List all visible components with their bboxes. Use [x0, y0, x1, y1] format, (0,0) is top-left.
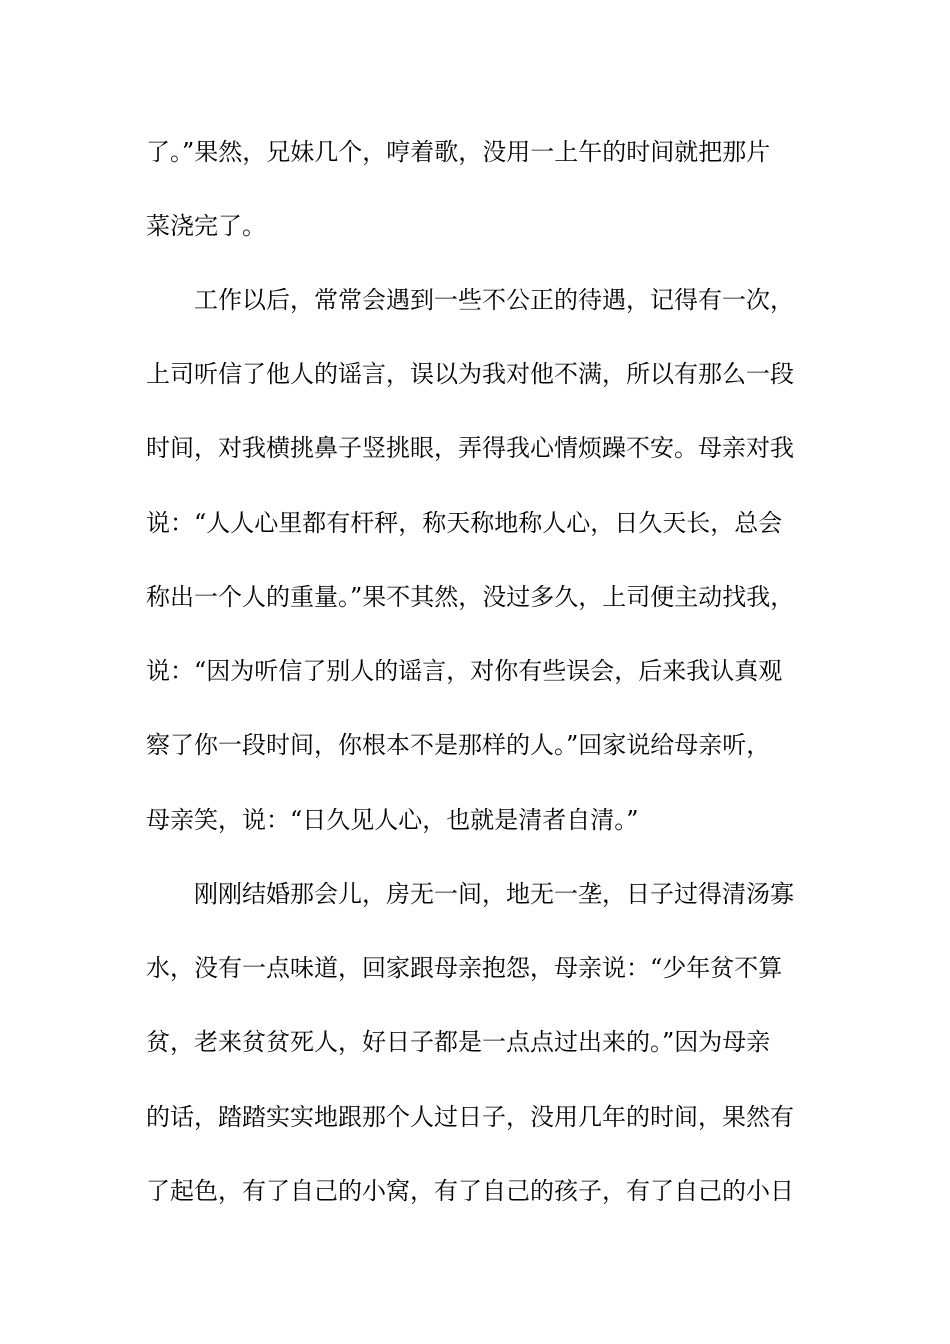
text-line: 说：“人人心里都有杆秤，称天称地称人心，日久天长，总会	[146, 509, 783, 537]
text-line: 了起色，有了自己的小窝，有了自己的孩子，有了自己的小日	[146, 1177, 794, 1205]
text-line: 时间，对我横挑鼻子竖挑眼，弄得我心情烦躁不安。母亲对我	[146, 434, 794, 462]
paragraph-start-line: 刚刚结婚那会儿，房无一间，地无一垄，日子过得清汤寡	[194, 880, 794, 908]
text-line: 母亲笑，说：“日久见人心，也就是清者自清。”	[146, 806, 639, 834]
text-line: 察了你一段时间，你根本不是那样的人。”回家说给母亲听，	[146, 731, 771, 759]
text-line: 上司听信了他人的谣言，误以为我对他不满，所以有那么一段	[146, 360, 794, 388]
text-line: 称出一个人的重量。”果不其然，没过多久，上司便主动找我，	[146, 583, 795, 611]
text-line: 水，没有一点味道，回家跟母亲抱怨，母亲说：“少年贫不算	[146, 954, 783, 982]
text-line: 菜浇完了。	[146, 212, 266, 240]
text-line: 贫，老来贫贫死人，好日子都是一点点过出来的。”因为母亲	[146, 1028, 771, 1056]
text-line: 了。”果然，兄妹几个，哼着歌，没用一上午的时间就把那片	[146, 138, 771, 166]
text-line: 说：“因为听信了别人的谣言，对你有些误会，后来我认真观	[146, 657, 783, 685]
paragraph-start-line: 工作以后，常常会遇到一些不公正的待遇，记得有一次，	[194, 286, 794, 314]
text-line: 的话，踏踏实实地跟那个人过日子，没用几年的时间，果然有	[146, 1103, 794, 1131]
